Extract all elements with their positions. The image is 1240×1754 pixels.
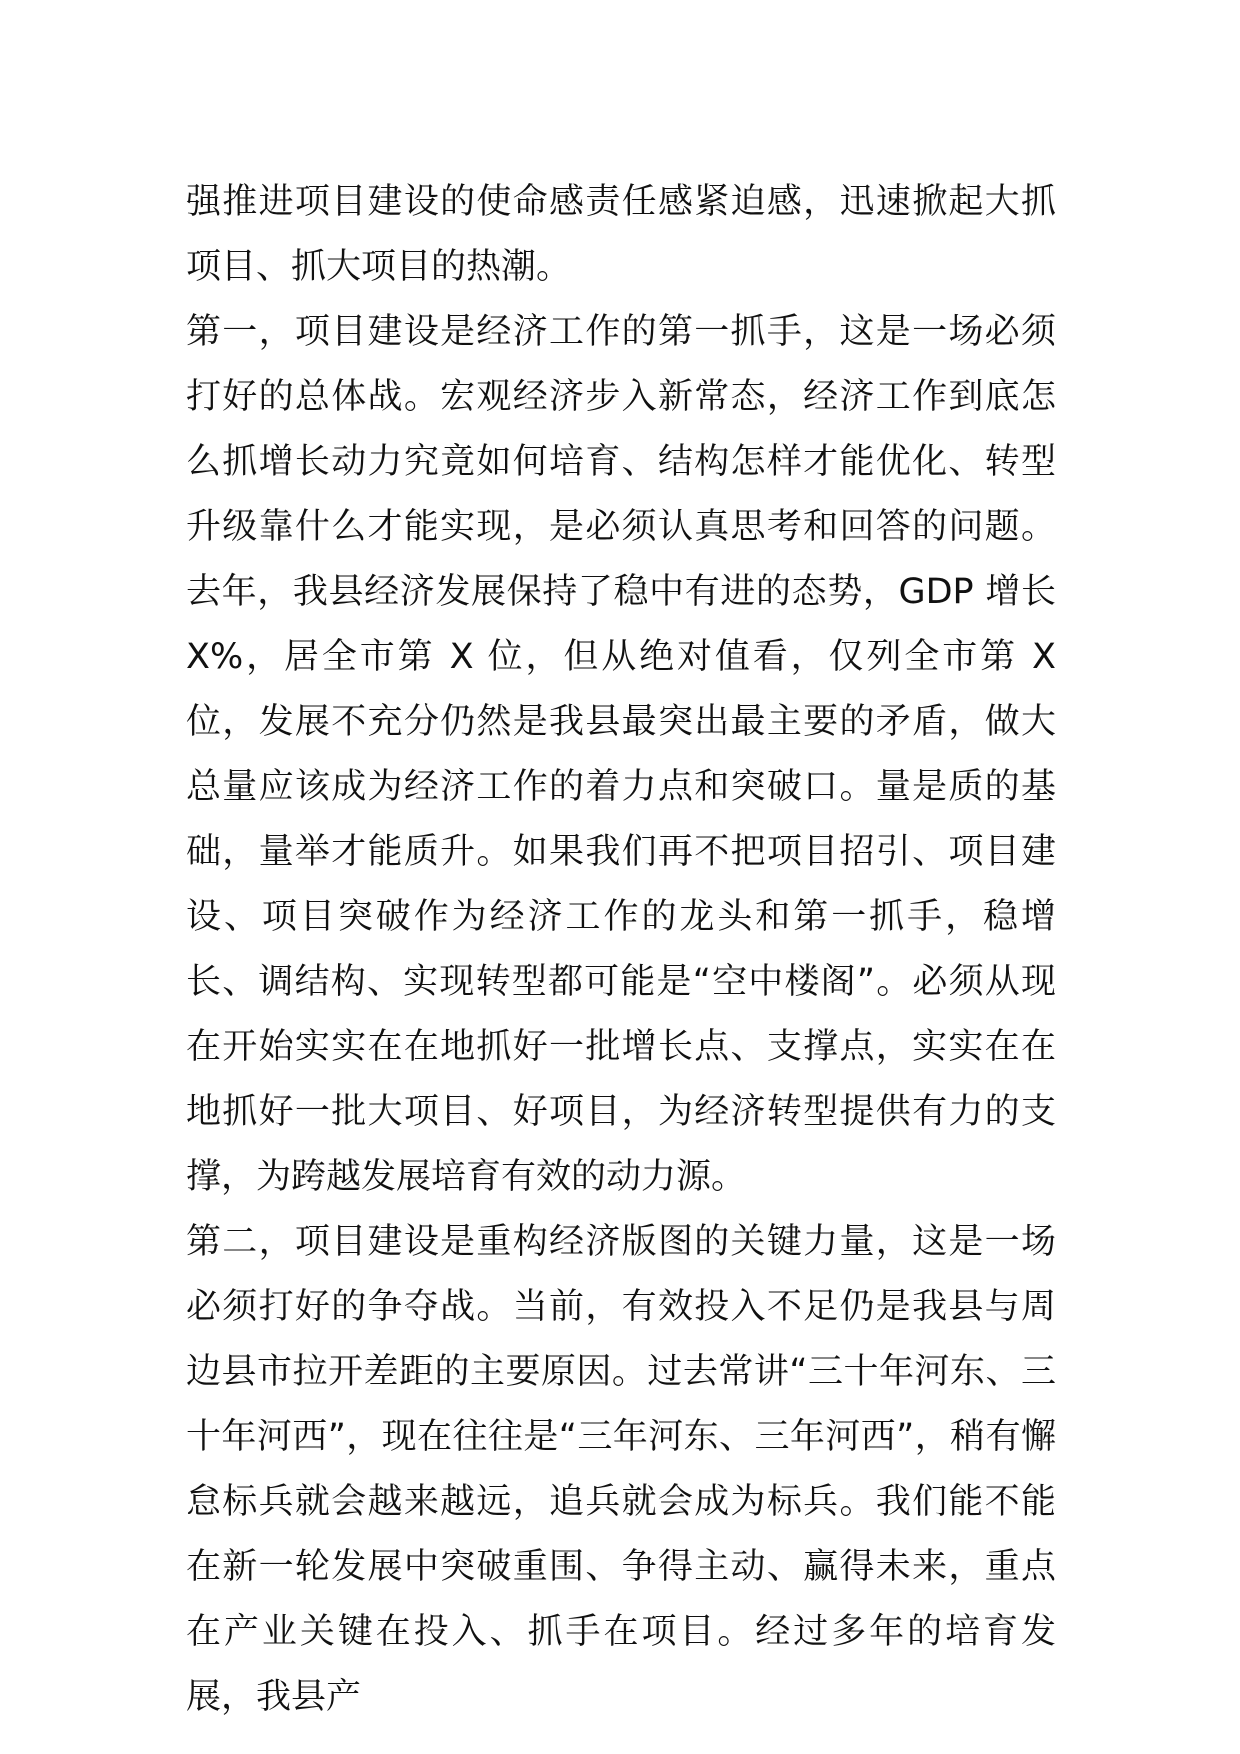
paragraph-intro-continuation: 强推进项目建设的使命感责任感紧迫感，迅速掀起大抓项目、抓大项目的热潮。 (186, 182, 1056, 287)
document-body (186, 170, 1056, 1730)
paragraph-first-point: 第一，项目建设是经济工作的第一抓手，这是一场必须打好的总体战。宏观经济步入新常态，经济工作到底怎么抓增长动力究竟如何培育、结构怎样才能优化、转型升级靠什么才能实现，是必须认真思考和回答的问题。去年，我县经济发展保持了稳中有进的态势，GDP 增长 X%，居全市第 X 位，但从绝对值看，仅列全市第 X 位，发展不充分仍然是我县最突出最主要的矛盾，做大总量应该成为经济工作的着力点和突破口。量是质的基础，量举才能质升。如果我们再不把项目招引、项目建设、项目突破作为经济工作的龙头和第一抓手，稳增长、调结构、实现转型都可能是“空中楼阁”。必须从现在开始实实在在地抓好一批增长点、支撑点，实实在在地抓好一批大项目、好项目，为经济转型提供有力的支撑，为跨越发展培育有效的动力源。 (186, 312, 1056, 1197)
paragraph-second-point: 第二，项目建设是重构经济版图的关键力量，这是一场必须打好的争夺战。当前，有效投入不足仍是我县与周边县市拉开差距的主要原因。过去常讲“三十年河东、三十年河西”，现在往往是“三年河东、三年河西”，稍有懈怠标兵就会越来越远，追兵就会成为标兵。我们能不能在新一轮发展中突破重围、争得主动、赢得未来，重点在产业关键在投入、抓手在项目。经过多年的培育发展，我县产 (186, 1222, 1056, 1717)
